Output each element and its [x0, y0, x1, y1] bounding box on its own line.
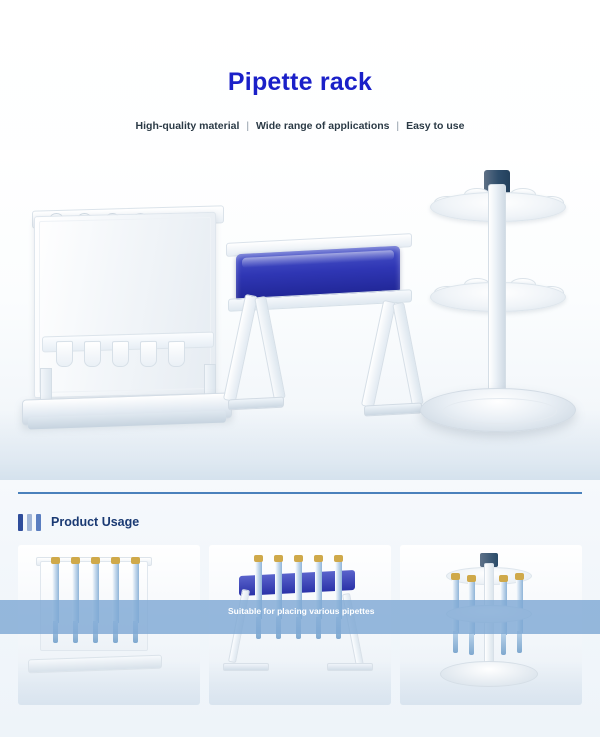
rack2-foot — [364, 402, 422, 416]
pipette-head-icon — [499, 575, 508, 582]
rack1-cup — [140, 341, 157, 367]
pipette-head-icon — [91, 557, 100, 564]
feature-separator-2: | — [396, 120, 400, 132]
rack1-cup — [112, 341, 129, 367]
product-carousel-pipette-rack — [420, 164, 580, 454]
feature-item-3: Easy to use — [406, 120, 465, 132]
pipette-head-icon — [111, 557, 120, 564]
feature-list — [0, 120, 600, 132]
pipette-head-icon — [515, 573, 524, 580]
hero-product-image — [0, 150, 600, 480]
rack3-center-post — [488, 184, 506, 402]
feature-item-1: High-quality material — [135, 120, 240, 132]
pipette-head-icon — [131, 557, 140, 564]
pipette-head-icon — [294, 555, 303, 562]
rack1-back-board — [34, 212, 216, 398]
accent-bars-icon — [18, 514, 41, 531]
rack2-leg — [361, 300, 396, 408]
pipette-head-icon — [451, 573, 460, 580]
pipette-head-icon — [71, 557, 80, 564]
section-divider — [18, 492, 582, 494]
pipette-head-icon — [51, 557, 60, 564]
page-title: Pipette rack — [227, 68, 373, 96]
gallery2-foot — [223, 663, 269, 671]
product-a-frame-pipette-rack — [212, 240, 432, 450]
usage-banner-text: Suitable for placing various pipettes — [228, 606, 375, 616]
rack1-cup — [168, 341, 185, 367]
pipette-head-icon — [274, 555, 283, 562]
rack2-leg — [254, 296, 286, 400]
rack1-cup — [84, 341, 101, 367]
rack2-foot — [228, 397, 284, 411]
pipette-head-icon — [334, 555, 343, 562]
pipette-head-icon — [254, 555, 263, 562]
rack1-cup — [56, 341, 73, 367]
product-usage-heading — [18, 510, 582, 534]
product-flat-board-pipette-rack — [22, 208, 242, 448]
pipette-head-icon — [467, 575, 476, 582]
gallery3-base — [440, 661, 538, 687]
section-title: Product Usage — [51, 515, 140, 529]
feature-separator-1: | — [246, 120, 250, 132]
gallery2-foot — [327, 663, 373, 671]
feature-item-2: Wide range of applications — [255, 120, 390, 132]
pipette-head-icon — [314, 555, 323, 562]
rack3-base — [420, 388, 576, 432]
